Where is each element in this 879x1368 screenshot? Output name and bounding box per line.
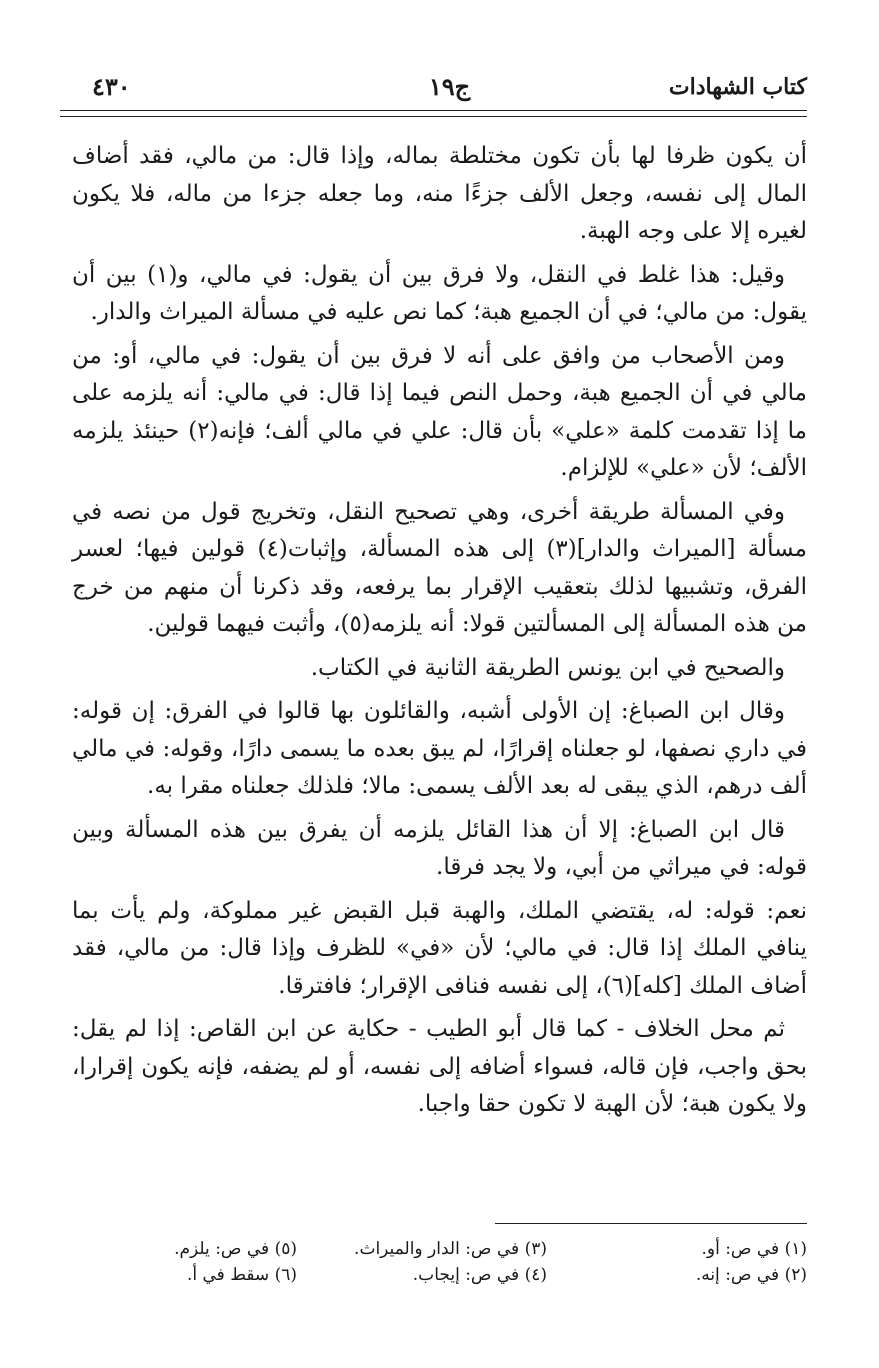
footnote: (٤) في ص: إيجاب. [412,1265,547,1285]
page-number: ٤٣٠ [92,72,131,101]
volume-number: ج١٩ [428,72,471,101]
main-text [72,138,807,1130]
footnote: (١) في ص: أو. [701,1239,807,1259]
footnote: (٢) في ص: إنه. [695,1265,807,1285]
paragraph: وقال ابن الصباغ: إن الأولى أشبه، والقائلون بها قالوا في الفرق: إن قوله: في داري نصفها، لو جعلناه إقرارًا، لم يبق بعده ما يسمى دارًا، وقوله: في مالي ألف درهم، الذي يبقى له بعد الألف يسمى: مالا؛ فلذلك جعلناه مقرا به. [72,698,807,799]
footnote: (٦) سقط في أ. [186,1265,297,1285]
footnotes [90,1236,807,1290]
paragraph: قال ابن الصباغ: إلا أن هذا القائل يلزمه أن يفرق بين هذه المسألة وبين قوله: في ميراثي من أبي، ولا يجد فرقا. [72,816,807,880]
header-rule-thin [60,116,807,117]
footnote-separator [495,1223,807,1224]
paragraph: ومن الأصحاب من وافق على أنه لا فرق بين أن يقول: في مالي، أو: من مالي في أن الجميع هبة، وحمل النص فيما إذا قال: في مالي: أنه يلزمه على ما إذا تقدمت كلمة «علي» بأن قال: علي في مالي ألف؛ فإنه(٢) حينئذ يلزمه الألف؛ لأن «علي» للإلزام. [72,342,807,481]
paragraph: نعم: قوله: له، يقتضي الملك، والهبة قبل القبض غير مملوكة، ولم يأت بما ينافي الملك إذا قال: في مالي؛ لأن «في» للظرف وإذا قال: من مالي، فقد أضاف الملك [كله](٦)، إلى نفسه فنافى الإقرار؛ فافترقا. [72,897,807,999]
paragraph: ثم محل الخلاف - كما قال أبو الطيب - حكاية عن ابن القاص: إذا لم يقل: بحق واجب، فإن قاله، فسواء أضافه إلى نفسه، أو لم يضفه، فإنه يكون إقرارا، ولا يكون هبة؛ لأن الهبة لا تكون حقا واجبا. [72,1016,807,1117]
paragraph: وقيل: هذا غلط في النقل، ولا فرق بين أن يقول: في مالي، و(١) بين أن يقول: من مالي؛ في أن الجميع هبة؛ كما نص عليه في مسألة الميراث والدار. [72,261,807,325]
footnote: (٥) في ص: يلزم. [174,1239,297,1259]
paragraph: أن يكون ظرفا لها بأن تكون مختلطة بماله، وإذا قال: من مالي، فقد أضاف المال إلى نفسه، وجعل الألف جزءًا منه، وما جعله جزءا من ماله، فلا يكون لغيره إلا على وجه الهبة. [72,143,807,244]
paragraph: وفي المسألة طريقة أخرى، وهي تصحيح النقل، وتخريج قول من نصه في مسألة [الميراث والدار](٣) إلى هذه المسألة، وإثبات(٤) قولين فيها؛ لعسر الفرق، وتشبيها لذلك بتعقيب الإقرار بما يرفعه، وقد ذكرنا أن منهم من خرج من هذه المسألة إلى المسألتين قولا: أنه يلزمه(٥)، وأثبت فيهما قولين. [72,498,807,637]
running-header [92,70,807,104]
header-rule [60,110,807,111]
footnote: (٣) في ص: الدار والميراث. [354,1239,547,1259]
chapter-title: كتاب الشهادات [668,74,807,100]
paragraph: والصحيح في ابن يونس الطريقة الثانية في الكتاب. [310,654,785,681]
